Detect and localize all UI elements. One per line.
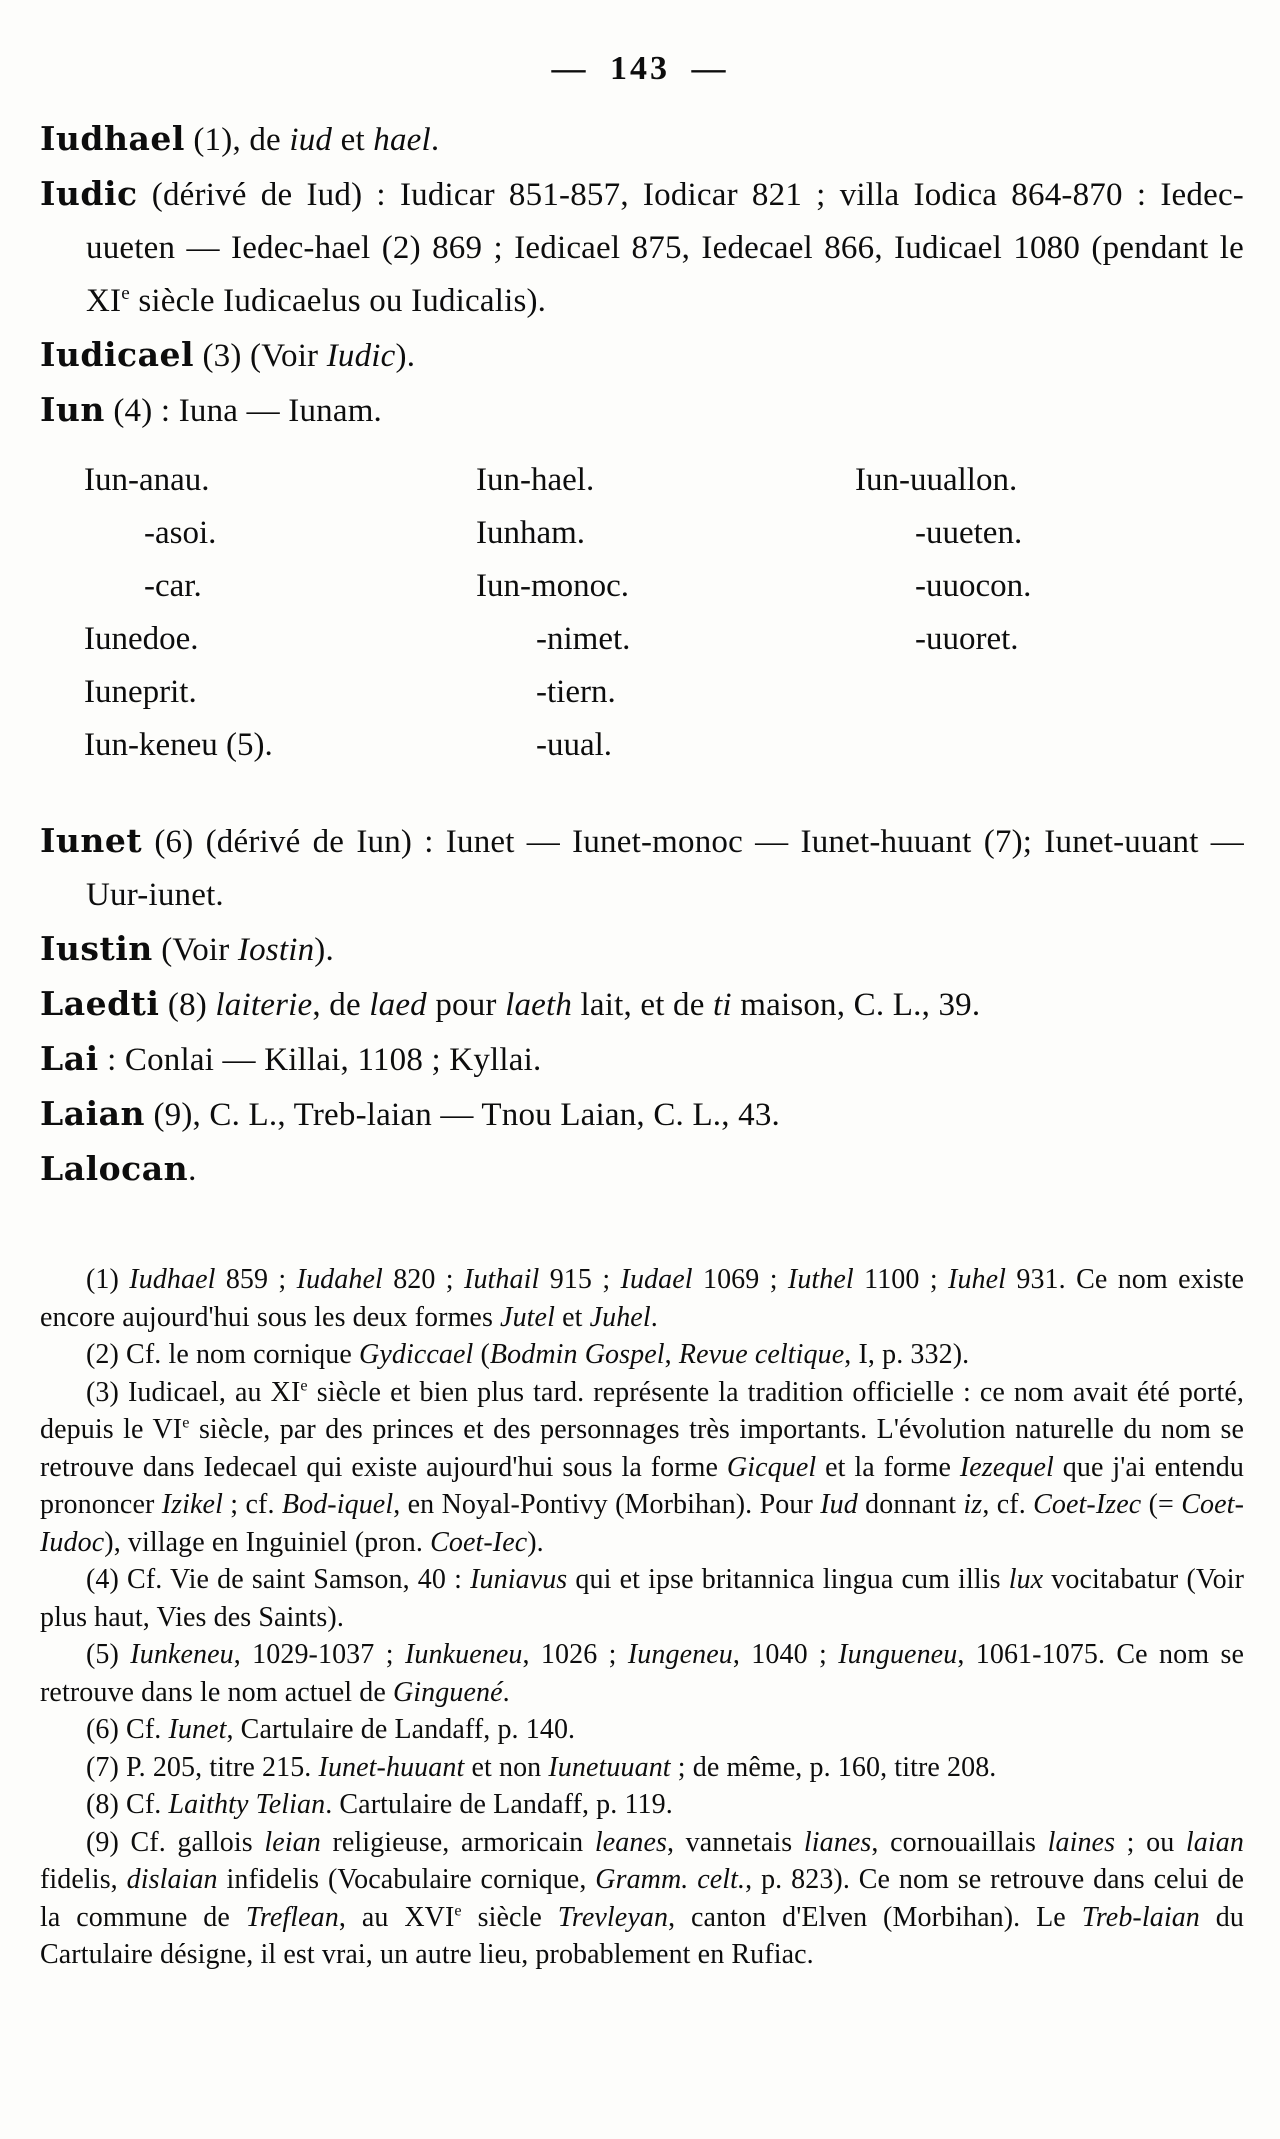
name-cell: Iun-anau. [84,462,210,498]
text-run: . Cartulaire de Landaff, p. 119. [325,1789,673,1820]
entry-lai [40,1032,1244,1087]
cited-form: Iunkeneu [130,1639,234,1670]
cited-form: Iunet [168,1714,227,1745]
cited-form: Iostin [237,932,315,968]
headword: Iunet [40,821,143,860]
footnote-3 [40,1374,1244,1562]
cited-form: Treflean [245,1901,339,1933]
text-run: , p. 823). Ce nom se retrouve dans celui de la commune de [40,1864,1244,1933]
cited-form: Iudhael [129,1264,216,1295]
name-cell: Iunham. [476,515,586,551]
text-run: (6) Cf. [86,1714,169,1745]
text-run: ( [473,1339,490,1370]
cited-form: Revue celtique [678,1339,845,1370]
cited-form: laeth [505,987,573,1023]
cited-form: iz [963,1489,983,1520]
text-run: que j'ai entendu prononcer [40,1451,1244,1520]
text-run: donnant [857,1489,964,1520]
ordinal-superscript: e [121,283,130,304]
text-run: infidelis (Vocabulaire cornique, [217,1864,596,1895]
text-run: maison, C. L., 39. [731,987,981,1023]
text-run: (5) [86,1639,131,1670]
text-run: , 1061-1075. Ce nom se retrouve dans le nom actuel de [40,1639,1244,1708]
entry-iunet [40,814,1244,922]
dictionary-entries [40,112,1244,1197]
text-run: , [664,1339,679,1370]
text-run: 1069 ; [692,1264,788,1295]
text-run: , en Noyal-Pontivy (Morbihan). Pour [393,1489,821,1520]
text-run: , 1026 ; [522,1639,628,1670]
text-run: siècle Iudicaelus ou Iudicalis). [129,283,547,319]
text-run: (3) (Voir [194,338,327,374]
cited-form: Iuthail [464,1264,540,1295]
text-run: ). [314,932,334,968]
name-cell: Iun-monoc. [476,568,630,604]
text-run: (4) : Iuna — Iunam. [104,393,383,429]
cited-form: Iudic [326,338,396,374]
entry-iudhael [40,112,1244,167]
cited-form: Iud [820,1489,858,1520]
name-cell: -uuoret. [915,621,1019,657]
cited-form: Iezequel [959,1451,1054,1483]
entry-laedti [40,977,1244,1032]
text-run: (dérivé de Iud) : Iudicar 851-857, Iodicar 821 ; villa Iodica 864-870 : Iedec-uueten — Iedec-hael (2) 869 ; Iedicael 875, Iedecael 866, Iudicael 1080 (pendant le XI [86,177,1244,319]
text-run: qui et ipse britannica lingua cum illis [567,1564,1009,1595]
headword: Iudicael [40,335,195,374]
headword: Iudic [40,174,138,213]
text-run: et la forme [816,1451,960,1483]
cited-form: leanes [594,1826,667,1858]
cited-form: Izikel [161,1489,223,1520]
cited-form: Iuhel [948,1264,1007,1295]
name-cell: Iun-hael. [476,462,595,498]
text-run: (9) Cf. gallois [86,1826,265,1858]
name-cell: -uueten. [915,515,1023,551]
headword: Iun [40,390,105,429]
text-run: (1) [86,1264,130,1295]
cited-form: ti [713,987,732,1023]
name-cell [855,666,1244,719]
text-run: ). [527,1526,544,1558]
name-cell: -car. [144,568,202,604]
entry-iustin [40,922,1244,977]
text-run: 915 ; [539,1264,621,1295]
cited-form: Trevleyan [557,1901,669,1933]
text-run: (7) P. 205, titre 215. [86,1751,319,1783]
text-run: ; ou [1115,1826,1186,1858]
cited-form: Laithty Telian [168,1789,326,1820]
text-run: et [554,1301,590,1333]
text-run: : Conlai — Killai, 1108 ; Kyllai. [98,1042,542,1078]
footnote-8 [40,1786,1244,1824]
cited-form: iud [289,122,333,158]
cited-form: Iungueneu [838,1639,958,1670]
cited-form: Iuthel [787,1264,854,1295]
text-run: ; de même, p. 160, titre 208. [670,1751,997,1783]
text-run: (4) Cf. Vie de saint Samson, 40 : [86,1564,471,1595]
entry-iudic [40,167,1244,328]
text-run: siècle et bien plus tard. représente la tradition officielle : ce nom avait été porté, depuis le VI [40,1376,1244,1445]
cited-form: Coet-Iudoc [40,1489,1244,1558]
text-run: 820 ; [382,1264,465,1295]
page-number: — 143 — [551,50,729,87]
footnote-7 [40,1749,1244,1787]
text-run: , cornouaillais [871,1826,1048,1858]
name-cell [855,719,1244,772]
footnote-1 [40,1261,1244,1336]
cited-form: Iungeneu [627,1639,733,1670]
text-run: (1), de [184,122,290,158]
text-run: (8) Cf. [86,1789,169,1820]
text-run: (= [1141,1489,1182,1520]
text-run: (6) (dérivé de Iun) : Iunet — Iunet-monoc — Iunet-huuant (7); Iunet-uuant — Uur-iunet. [86,824,1244,913]
text-run: (2) Cf. le nom cornique [86,1339,359,1370]
text-run: , 1040 ; [732,1639,839,1670]
cited-form: laines [1047,1826,1116,1858]
headword: Laedti [40,984,160,1023]
name-cell: Iun-uuallon. [855,462,1018,498]
entry-iun [40,383,1244,438]
text-run: , de [312,987,370,1023]
name-cell: -nimet. [536,621,631,657]
cited-form: Iunkueneu [404,1639,523,1670]
text-run: et non [464,1751,549,1783]
footnote-4 [40,1561,1244,1636]
name-cell: -uual. [536,727,613,763]
text-run: siècle [461,1901,558,1933]
text-run: 1100 ; [853,1264,949,1295]
text-run: (Voir [152,932,238,968]
footnote-5 [40,1636,1244,1711]
name-cell: -asoi. [144,515,217,551]
entry-lalocan [40,1142,1244,1197]
cited-form: lux [1008,1564,1044,1595]
name-variant-table [84,454,1244,772]
cited-form: Coet-Iec [430,1526,528,1558]
name-cell: Iunedoe. [84,621,199,657]
text-run: , cf. [982,1489,1034,1520]
cited-form: dislaian [126,1864,218,1895]
footnote-9 [40,1824,1244,1974]
cited-form: Treb-laian [1081,1901,1200,1933]
cited-form: laian [1185,1826,1244,1858]
footnote-6 [40,1711,1244,1749]
text-run: . [650,1301,658,1333]
text-run: du Cartulaire désigne, il est vrai, un autre lieu, probablement en Rufiac. [40,1901,1244,1970]
cited-form: laiterie [215,987,313,1023]
cited-form: Jutel [500,1301,555,1333]
text-run: siècle, par des princes et des personnages très importants. L'évolution naturelle du nom se retrouve dans Iedecael qui existe aujourd'hui sous la forme [40,1414,1244,1483]
cited-form: Ginguené [392,1676,503,1708]
ordinal-superscript: e [454,1901,462,1920]
cited-form: hael [373,122,431,158]
text-run: , canton d'Elven (Morbihan). Le [668,1901,1082,1933]
cited-form: leian [264,1826,321,1858]
name-cell: Iun-keneu (5). [84,727,273,763]
cited-form: Iunetuuant [548,1751,671,1783]
name-cell: Iuneprit. [84,674,197,710]
entry-laian [40,1087,1244,1142]
cited-form: lianes [803,1826,872,1858]
footnote-2 [40,1336,1244,1374]
cited-form: Gydiccael [359,1339,474,1370]
headword: Iustin [40,929,153,968]
text-run: , Cartulaire de Landaff, p. 140. [226,1714,576,1745]
cited-form: Iudael [620,1264,693,1295]
text-run: , au XVI [338,1901,455,1933]
cited-form: Juhel [589,1301,651,1333]
text-run: religieuse, armoricain [320,1826,595,1858]
name-cell: -tiern. [536,674,616,710]
cited-form: Iudahel [296,1264,383,1295]
cited-form: Gicquel [726,1451,817,1483]
cited-form: Coet-Izec [1033,1489,1142,1520]
text-run: , 1029-1037 ; [233,1639,405,1670]
text-run: . [188,1152,197,1188]
cited-form: laed [369,987,427,1023]
cited-form: Bodmin Gospel [489,1339,665,1370]
cited-form: Bod-iquel [281,1489,394,1520]
cited-form: Iunet-huuant [318,1751,465,1783]
entry-iudicael [40,328,1244,383]
ordinal-superscript: e [300,1376,308,1395]
text-run: . [430,122,440,158]
text-run: et [332,122,374,158]
footnotes [40,1261,1244,1974]
text-run: ), village en Inguiniel (pron. [104,1526,431,1558]
headword: Iudhael [40,119,185,158]
headword: Lai [40,1039,99,1078]
cited-form: Iuniavus [470,1564,568,1595]
text-run: vocitabatur (Voir plus haut, Vies des Saints). [40,1564,1244,1633]
text-run: 931. Ce nom existe encore aujourd'hui sous les deux formes [40,1264,1245,1333]
cited-form: Gramm. celt. [595,1864,746,1895]
text-run: ). [395,338,416,374]
text-run: 859 ; [215,1264,297,1295]
ordinal-superscript: e [182,1413,190,1432]
text-run: . [502,1676,510,1708]
text-run: (9), C. L., Treb-laian — Tnou Laian, C. L., 43. [145,1097,781,1133]
text-run: , I, p. 332). [844,1339,970,1370]
headword: Lalocan [40,1149,189,1188]
text-run: , vannetais [666,1826,804,1858]
text-run: lait, et de [572,987,714,1023]
text-run: ; cf. [222,1489,282,1520]
text-run: (3) Iudicael, au XI [86,1376,301,1408]
text-run: pour [426,987,506,1023]
text-run: fidelis, [40,1864,127,1895]
text-run: (8) [159,987,216,1023]
headword: Laian [40,1094,145,1133]
name-cell: -uuocon. [915,568,1032,604]
